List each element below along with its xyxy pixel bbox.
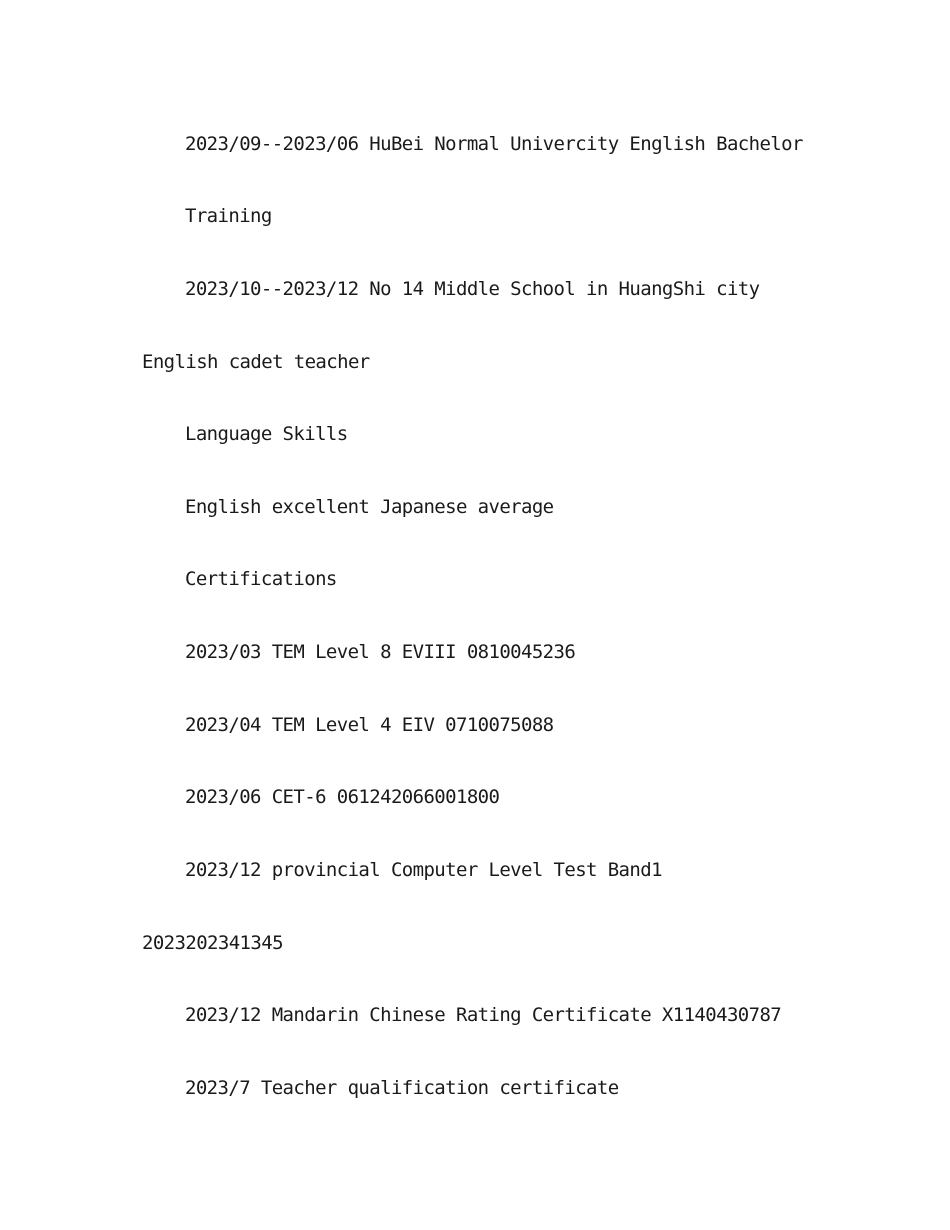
- certification-entry: 2023/06 CET-6 061242066001800: [185, 786, 500, 808]
- certification-entry: 2023/03 TEM Level 8 EVIII 0810045236: [185, 641, 576, 663]
- language-skills-text: English excellent Japanese average: [185, 496, 554, 518]
- section-heading-certifications: Certifications: [185, 568, 337, 590]
- experience-entry-continued: English cadet teacher: [142, 351, 370, 373]
- certification-entry-continued: 2023202341345: [142, 932, 283, 954]
- education-entry-continued: Training: [185, 205, 272, 227]
- certification-entry: 2023/7 Teacher qualification certificate: [185, 1077, 619, 1099]
- experience-entry: 2023/10--2023/12 No 14 Middle School in HuangShi city: [185, 278, 760, 300]
- certification-entry: 2023/12 provincial Computer Level Test Band1: [185, 859, 662, 881]
- section-heading-language-skills: Language Skills: [185, 423, 348, 445]
- education-entry: 2023/09--2023/06 HuBei Normal Univercity English Bachelor: [185, 133, 803, 155]
- certification-entry: 2023/04 TEM Level 4 EIV 0710075088: [185, 714, 554, 736]
- certification-entry: 2023/12 Mandarin Chinese Rating Certificate X1140430787: [185, 1004, 782, 1026]
